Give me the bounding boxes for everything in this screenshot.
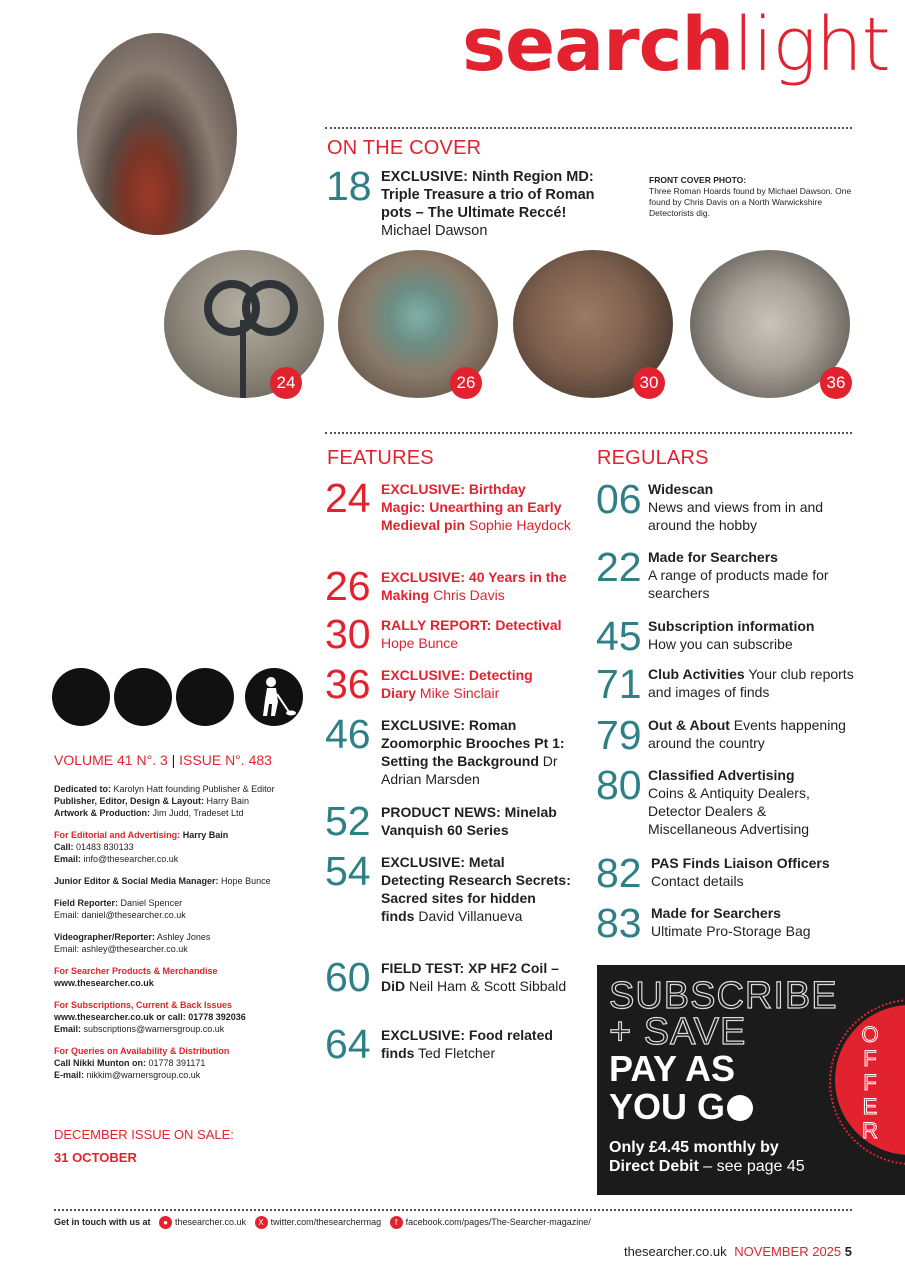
regular-page-number: 82 [596, 850, 642, 896]
regular-desc: Contact details [651, 873, 744, 889]
divider [325, 127, 852, 129]
detectorist-icon [245, 668, 303, 726]
regular-page-number: 06 [596, 476, 642, 522]
feature-item[interactable] [381, 666, 571, 702]
regular-item[interactable] [648, 480, 858, 534]
feature-author: Mike Sinclair [419, 685, 500, 701]
web-icon: ● [159, 1216, 172, 1229]
decor-circle [114, 668, 172, 726]
price-line: Only £4.45 monthly by Direct Debit – see page 45 [609, 1139, 805, 1175]
feature-item[interactable] [381, 853, 571, 925]
regular-page-number: 83 [596, 900, 642, 946]
regular-title: Classified Advertising [648, 767, 795, 783]
feature-page-number: 36 [325, 661, 371, 707]
masthead-bold: search [462, 2, 734, 88]
regulars-heading: REGULARS [597, 447, 709, 469]
regular-title: PAS Finds Liaison Officers [651, 855, 830, 871]
feature-title: EXCLUSIVE: 40 Years in the Making [381, 569, 567, 603]
masthead [462, 2, 890, 88]
feature-title: EXCLUSIVE: Birthday Magic: Unearthing an Early Medieval pin [381, 481, 562, 533]
feature-page-number: 26 [325, 563, 371, 609]
regular-page-number: 80 [596, 762, 642, 808]
feature-author: Neil Ham & Scott Sibbald [409, 978, 567, 994]
feature-page-number: 30 [325, 611, 371, 657]
feature-page-number: 24 [325, 475, 371, 521]
sale-label: DECEMBER ISSUE ON SALE: [54, 1127, 234, 1142]
twitter-icon: X [255, 1216, 268, 1229]
pay-as: PAY AS [609, 1048, 736, 1089]
folio [624, 1244, 852, 1259]
footer-divider [54, 1209, 852, 1211]
features-heading: FEATURES [327, 447, 434, 469]
regular-desc: A range of products made for searchers [648, 567, 829, 601]
issue: ISSUE N°. 483 [179, 752, 272, 768]
cover-story-author: Michael Dawson [381, 223, 488, 239]
regular-desc: Coins & Antiquity Dealers, Detector Dealers & Miscellaneous Advertising [648, 785, 810, 837]
regular-title: Made for Searchers [651, 905, 781, 921]
sale-date: 31 OCTOBER [54, 1150, 137, 1165]
feature-item[interactable] [381, 959, 571, 995]
regular-desc: Events happening around the country [648, 717, 846, 751]
feature-author: Ted Fletcher [418, 1045, 496, 1061]
go-detectorist-icon [727, 1095, 753, 1121]
feature-item[interactable] [381, 616, 571, 652]
folio-page: 5 [844, 1244, 852, 1259]
folio-site: thesearcher.co.uk [623, 1244, 727, 1259]
feature-title: FIELD TEST: XP HF2 Coil – DiD [381, 960, 559, 994]
cover-photo-pot [77, 33, 237, 235]
facebook-icon: f [390, 1216, 403, 1229]
regular-title: Out & About [648, 717, 730, 733]
feature-author: David Villanueva [418, 908, 523, 924]
feature-page-number: 54 [325, 848, 371, 894]
feature-item[interactable] [381, 803, 571, 839]
footer-facebook-link[interactable]: facebook.com/pages/The-Searcher-magazine/ [405, 1216, 591, 1227]
badge-26: 26 [450, 367, 482, 399]
feature-page-number: 46 [325, 711, 371, 757]
regular-desc: News and views from in and around the hobby [648, 499, 824, 533]
feature-title: EXCLUSIVE: Detecting Diary [381, 667, 533, 701]
folio-date: NOVEMBER 2025 [734, 1244, 842, 1259]
feature-title: EXCLUSIVE: Roman Zoomorphic Brooches Pt 1: Setting the Background [381, 717, 565, 769]
photo-caption: Three Roman Hoards found by Michael Dawson. One found by Chris Davis on a North Warwickshire Detectorists dig. [649, 186, 852, 218]
decor-circle [52, 668, 110, 726]
regular-page-number: 22 [596, 544, 642, 590]
regular-item[interactable] [648, 665, 858, 701]
footer-web-link[interactable]: thesearcher.co.uk [175, 1216, 247, 1227]
feature-item[interactable] [381, 568, 571, 604]
feature-title: RALLY REPORT: Detectival [381, 617, 562, 633]
feature-item[interactable] [381, 480, 571, 534]
regular-desc: Your club reports and images of finds [648, 666, 854, 700]
regular-item[interactable] [651, 854, 861, 890]
feature-title: PRODUCT NEWS: Minelab Vanquish 60 Series [381, 804, 557, 838]
regular-item[interactable] [648, 716, 858, 752]
feature-page-number: 64 [325, 1021, 371, 1067]
regular-title: Widescan [648, 481, 714, 497]
front-cover-caption [649, 175, 854, 219]
regular-item[interactable] [648, 617, 858, 653]
feature-page-number: 52 [325, 798, 371, 844]
badge-30: 30 [633, 367, 665, 399]
regular-page-number: 71 [596, 661, 642, 707]
masthead-light: light [733, 2, 890, 88]
regular-page-number: 45 [596, 613, 642, 659]
regular-page-number: 79 [596, 712, 642, 758]
regular-title: Subscription information [648, 618, 815, 634]
regular-desc: How you can subscribe [648, 636, 793, 652]
cover-story[interactable] [381, 168, 611, 240]
cover-page-number: 18 [326, 163, 372, 209]
feature-author: Sophie Haydock [468, 517, 571, 533]
feature-title: EXCLUSIVE: Metal Detecting Research Secrets: Sacred sites for hidden finds [381, 854, 571, 924]
you-go: YOU G [609, 1088, 753, 1126]
save-word: + SAVE [609, 1011, 747, 1053]
feature-author: Dr Adrian Marsden [381, 753, 558, 787]
badge-24: 24 [270, 367, 302, 399]
feature-author: Hope Bunce [381, 635, 459, 651]
feature-title: EXCLUSIVE: Food related finds [381, 1027, 553, 1061]
decor-circle [176, 668, 234, 726]
subscribe-word: SUBSCRIBE [609, 975, 838, 1017]
photo-label: FRONT COVER PHOTO: [649, 175, 747, 185]
regular-title: Made for Searchers [648, 549, 778, 565]
cover-heading: ON THE COVER [327, 137, 482, 159]
footer-twitter-link[interactable]: twitter.com/thesearchermag [270, 1216, 382, 1227]
subscribe-panel[interactable] [597, 965, 905, 1195]
regular-title: Club Activities [648, 666, 745, 682]
badge-36: 36 [820, 367, 852, 399]
volume: VOLUME 41 N°. 3 [54, 752, 168, 768]
divider [325, 432, 852, 434]
feature-page-number: 60 [325, 954, 371, 1000]
offer-text: OFFER [861, 1022, 879, 1143]
cover-story-title: EXCLUSIVE: Ninth Region MD: Triple Treasure a trio of Roman pots – The Ultimate Reccé! [381, 169, 595, 221]
regular-item[interactable] [648, 766, 858, 838]
regular-item[interactable] [648, 548, 858, 602]
regular-item[interactable] [651, 904, 861, 940]
masthead-credits: Dedicated to: Karolyn Hatt founding Publisher & Editor Publisher, Editor, Design & Layout: Harry Bain Artwork & Production: Jim Judd, Tradeset Ltd For Editorial and Advertising: Harry Bain Call: 01483 830133 Email: info@thesearcher.co.uk Junior Editor & Social Media Manager: Hope Bunce Field Reporter: Daniel Spencer Email: daniel@thesearcher.co.uk Videographer/Reporter: Ashley Jones Email: ashley@thesearcher.co.uk For Searcher Products & Merchandise www.thesearcher.co.uk For Subscriptions, Current & Back Issues www.thesearcher.co.uk or call: 01778 392036 Email: subscriptions@warnersgroup.co.uk For Queries on Availability & Distribution Call Nikki Munton on: 01778 391171 E-mail: nikkim@warnersgroup.co.uk [54, 784, 275, 1080]
regular-desc: Ultimate Pro-Storage Bag [651, 923, 811, 939]
feature-item[interactable] [381, 716, 571, 788]
volume-issue: VOLUME 41 N°. 3 | ISSUE N°. 483 [54, 752, 272, 768]
feature-author: Chris Davis [433, 587, 505, 603]
feature-item[interactable] [381, 1026, 571, 1062]
footer-contact: Get in touch with us at ● thesearcher.co.uk X twitter.com/thesearchermag f facebook.com/pages/The-Searcher-magazine/ [54, 1216, 591, 1227]
